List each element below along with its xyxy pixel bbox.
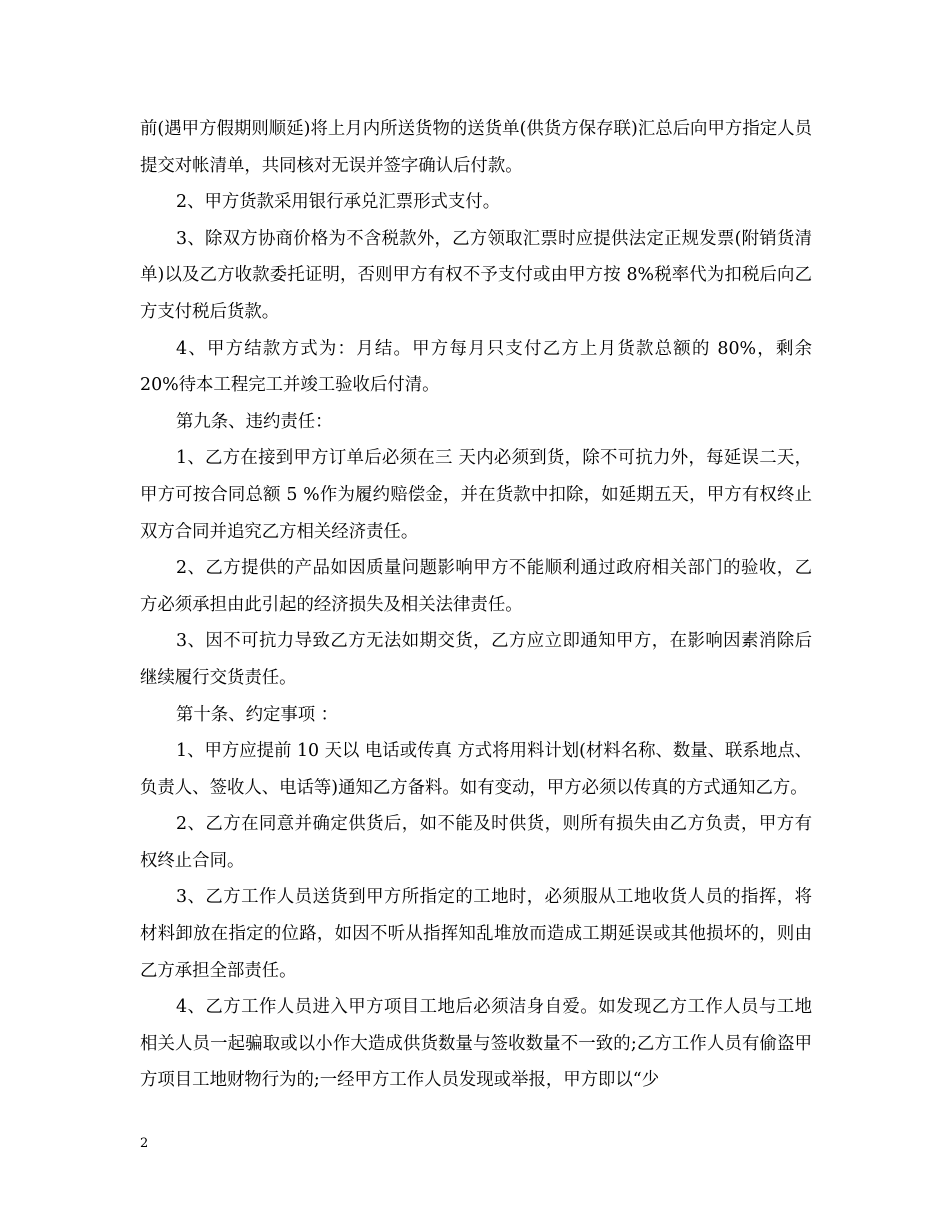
paragraph-site-delivery: 3、乙方工作人员送货到甲方所指定的工地时，必须服从工地收货人员的指挥，将材料卸放在指定的位路，如因不听从指挥知乱堆放而造成工期延误或其他损坏的，则由乙方承担全部责任。 bbox=[140, 887, 812, 981]
paragraph-supply-obligation: 2、乙方在同意并确定供货后，如不能及时供货，则所有损失由乙方负责，甲方有权终止合同。 bbox=[140, 814, 812, 871]
paragraph-quality-liability: 2、乙方提供的产品如因质量问题影响甲方不能顺利通过政府相关部门的验收，乙方必须承担由此引起的经济损失及相关法律责任。 bbox=[140, 558, 812, 615]
paragraph-payment-method: 2、甲方货款采用银行承兑汇票形式支付。 bbox=[176, 192, 501, 213]
paragraph-staff-conduct: 4、乙方工作人员进入甲方项目工地后必须洁身自爱。如发现乙方工作人员与工地相关人员一起骗取或以小作大造成供货数量与签收数量不一致的;乙方工作人员有偷盗甲方项目工地财物行为的;一经甲方工作人员发现或举报，甲方即以“少 bbox=[140, 997, 812, 1091]
paragraph-settlement-terms: 4、甲方结款方式为：月结。甲方每月只支付乙方上月货款总额的 80%，剩余 20%待本工程完工并竣工验收后付清。 bbox=[140, 338, 812, 396]
paragraph-force-majeure: 3、因不可抗力导致乙方无法如期交货，乙方应立即通知甲方，在影响因素消除后继续履行交货责任。 bbox=[140, 631, 812, 688]
page-number: 2 bbox=[140, 1136, 149, 1151]
paragraph-material-plan: 1、甲方应提前 10 天以 电话或传真 方式将用料计划(材料名称、数量、联系地点、负责人、签收人、电话等)通知乙方备料。如有变动，甲方必须以传真的方式通知乙方。 bbox=[140, 741, 812, 798]
document-body bbox=[140, 111, 812, 1099]
paragraph-invoice-requirement: 3、除双方协商价格为不含税款外，乙方领取汇票时应提供法定正规发票(附销货清单)以及乙方收款委托证明，否则甲方有权不予支付或由甲方按 8%税率代为扣税后向乙方支付税后货款。 bbox=[140, 228, 812, 322]
paragraph-delivery-delay: 1、乙方在接到甲方订单后必须在三 天内必须到货，除不可抗力外，每延误二天，甲方可按合同总额 5 %作为履约赔偿金，并在货款中扣除，如延期五天，甲方有权终止双方合同并追究乙方相关经济责任。 bbox=[140, 448, 812, 542]
section-heading-agreements: 第十条、约定事项 ： bbox=[176, 704, 339, 725]
paragraph-payment-procedure: 前(遇甲方假期则顺延)将上月内所送货物的送货单(供货方保存联)汇总后向甲方指定人员提交对帐清单，共同核对无误并签字确认后付款。 bbox=[140, 119, 812, 176]
section-heading-breach: 第九条、违约责任： bbox=[176, 411, 333, 432]
